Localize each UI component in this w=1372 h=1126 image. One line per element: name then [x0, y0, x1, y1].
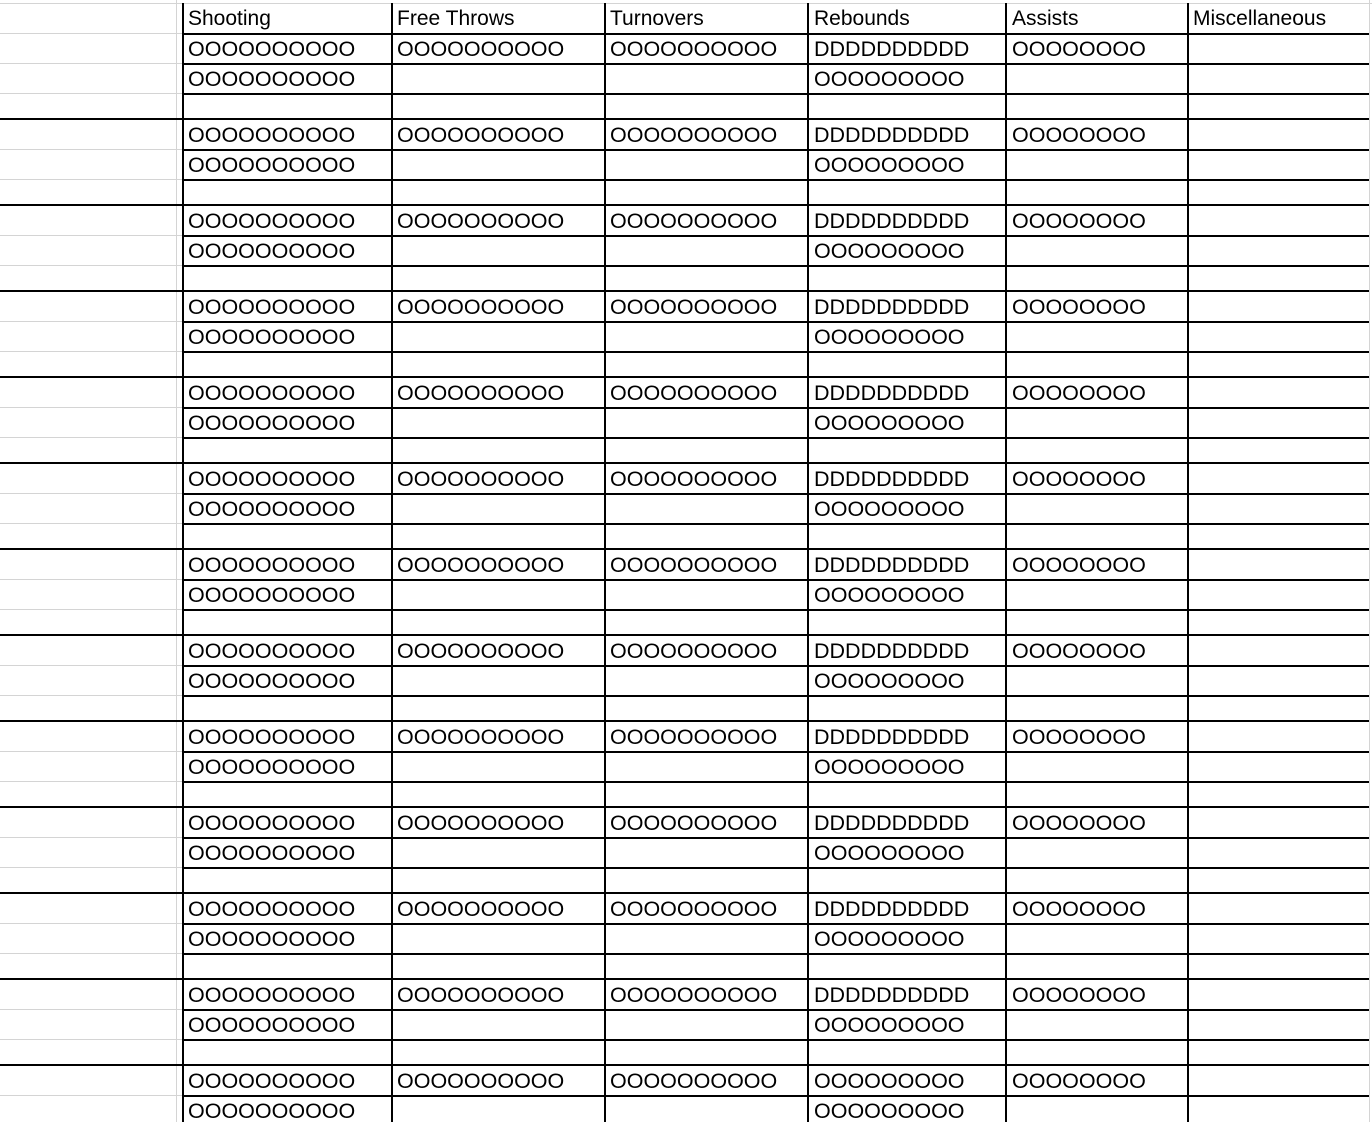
row-header-line — [0, 93, 182, 94]
cell-shooting[interactable]: OOOOOOOOOO — [188, 497, 356, 521]
cell-assists[interactable]: OOOOOOOO — [1012, 295, 1146, 319]
cell-shooting[interactable]: OOOOOOOOOO — [188, 467, 356, 491]
cell-assists[interactable]: OOOOOOOO — [1012, 381, 1146, 405]
column-border — [182, 3, 184, 1122]
cell-miscellaneous[interactable] — [1193, 120, 1368, 150]
cell-shooting[interactable]: OOOOOOOOOO — [188, 811, 356, 835]
cell-free-throws[interactable]: OOOOOOOOOO — [397, 295, 565, 319]
cell-miscellaneous[interactable] — [1193, 894, 1368, 924]
cell-free-throws[interactable]: OOOOOOOOOO — [397, 123, 565, 147]
cell-turnovers[interactable]: OOOOOOOOOO — [610, 381, 778, 405]
row-header-line — [0, 407, 182, 408]
cell-shooting[interactable]: OOOOOOOOOO — [188, 841, 356, 865]
cell-rebounds[interactable]: DDDDDDDDDD — [814, 553, 970, 577]
row-header-line — [0, 579, 182, 580]
cell-miscellaneous[interactable] — [1193, 1066, 1368, 1096]
cell-free-throws[interactable]: OOOOOOOOOO — [397, 811, 565, 835]
row-header-line — [0, 837, 182, 838]
cell-shooting[interactable]: OOOOOOOOOO — [188, 639, 356, 663]
column-header-rebounds[interactable]: Rebounds — [814, 7, 910, 30]
row-header-line — [0, 265, 182, 266]
cell-free-throws[interactable]: OOOOOOOOOO — [397, 897, 565, 921]
cell-rebounds[interactable]: OOOOOOOOO — [814, 1069, 965, 1093]
cell-shooting[interactable]: OOOOOOOOOO — [188, 209, 356, 233]
cell-turnovers[interactable]: OOOOOOOOOO — [610, 639, 778, 663]
row-header-line — [0, 1009, 182, 1010]
cell-shooting[interactable]: OOOOOOOOOO — [188, 983, 356, 1007]
row-header-line — [0, 149, 182, 150]
cell-assists[interactable]: OOOOOOOO — [1012, 553, 1146, 577]
row-header-line — [0, 695, 182, 696]
cell-turnovers[interactable]: OOOOOOOOOO — [610, 467, 778, 491]
cell-rebounds[interactable]: OOOOOOOOO — [814, 583, 965, 607]
column-header-free-throws[interactable]: Free Throws — [397, 7, 515, 30]
cell-shooting[interactable]: OOOOOOOOOO — [188, 583, 356, 607]
row-header-line — [0, 609, 182, 610]
cell-rebounds[interactable]: OOOOOOOOO — [814, 841, 965, 865]
cell-shooting[interactable]: OOOOOOOOOO — [188, 897, 356, 921]
cell-rebounds[interactable]: DDDDDDDDDD — [814, 37, 970, 61]
cell-shooting[interactable]: OOOOOOOOOO — [188, 67, 356, 91]
column-header-miscellaneous[interactable]: Miscellaneous — [1193, 7, 1327, 30]
cell-shooting[interactable]: OOOOOOOOOO — [188, 1099, 356, 1123]
cell-rebounds[interactable]: OOOOOOOOO — [814, 67, 965, 91]
cell-miscellaneous[interactable] — [1193, 464, 1368, 494]
cell-shooting[interactable]: OOOOOOOOOO — [188, 669, 356, 693]
cell-free-throws[interactable]: OOOOOOOOOO — [397, 37, 565, 61]
row-header-line — [0, 781, 182, 782]
cell-turnovers[interactable]: OOOOOOOOOO — [610, 295, 778, 319]
cell-assists[interactable]: OOOOOOOO — [1012, 811, 1146, 835]
cell-assists[interactable]: OOOOOOOO — [1012, 209, 1146, 233]
sheet-right-edge — [1369, 0, 1370, 1122]
cell-rebounds[interactable]: DDDDDDDDDD — [814, 983, 970, 1007]
cell-shooting[interactable]: OOOOOOOOOO — [188, 381, 356, 405]
cell-free-throws[interactable]: OOOOOOOOOO — [397, 725, 565, 749]
cell-rebounds[interactable]: OOOOOOOOO — [814, 1099, 965, 1123]
cell-rebounds[interactable]: DDDDDDDDDD — [814, 209, 970, 233]
cell-shooting[interactable]: OOOOOOOOOO — [188, 755, 356, 779]
row-header-line — [0, 437, 182, 438]
cell-rebounds[interactable]: OOOOOOOOO — [814, 411, 965, 435]
row-header-line — [0, 63, 182, 64]
cell-assists[interactable]: OOOOOOOO — [1012, 37, 1146, 61]
cell-turnovers[interactable]: OOOOOOOOOO — [610, 983, 778, 1007]
row-header-line — [0, 493, 182, 494]
cell-turnovers[interactable]: OOOOOOOOOO — [610, 725, 778, 749]
row-header-line — [0, 351, 182, 352]
column-border — [1187, 3, 1189, 1122]
cell-turnovers[interactable]: OOOOOOOOOO — [610, 811, 778, 835]
column-header-shooting[interactable]: Shooting — [188, 7, 271, 30]
cell-shooting[interactable]: OOOOOOOOOO — [188, 295, 356, 319]
row-header-line — [0, 523, 182, 524]
cell-assists[interactable]: OOOOOOOO — [1012, 123, 1146, 147]
cell-rebounds[interactable]: OOOOOOOOO — [814, 755, 965, 779]
cell-free-throws[interactable]: OOOOOOOOOO — [397, 467, 565, 491]
row-header-line — [0, 665, 182, 666]
cell-miscellaneous[interactable] — [1193, 378, 1368, 408]
cell-rebounds[interactable]: OOOOOOOOO — [814, 239, 965, 263]
row-header-line — [0, 1095, 182, 1096]
cell-rebounds[interactable]: DDDDDDDDDD — [814, 897, 970, 921]
cell-rebounds[interactable]: OOOOOOOOO — [814, 325, 965, 349]
column-border — [391, 3, 393, 1122]
cell-shooting[interactable]: OOOOOOOOOO — [188, 239, 356, 263]
column-border — [604, 3, 606, 1122]
cell-rebounds[interactable]: OOOOOOOOO — [814, 1013, 965, 1037]
cell-assists[interactable]: OOOOOOOO — [1012, 1069, 1146, 1093]
cell-miscellaneous[interactable] — [1193, 808, 1368, 838]
cell-assists[interactable]: OOOOOOOO — [1012, 639, 1146, 663]
cell-rebounds[interactable]: OOOOOOOOO — [814, 153, 965, 177]
cell-shooting[interactable]: OOOOOOOOOO — [188, 1069, 356, 1093]
cell-rebounds[interactable]: DDDDDDDDDD — [814, 725, 970, 749]
cell-turnovers[interactable]: OOOOOOOOOO — [610, 209, 778, 233]
cell-free-throws[interactable]: OOOOOOOOOO — [397, 639, 565, 663]
cell-shooting[interactable]: OOOOOOOOOO — [188, 37, 356, 61]
column-border — [1005, 3, 1007, 1122]
cell-turnovers[interactable]: OOOOOOOOOO — [610, 553, 778, 577]
cell-rebounds[interactable]: DDDDDDDDDD — [814, 381, 970, 405]
cell-shooting[interactable]: OOOOOOOOOO — [188, 153, 356, 177]
cell-shooting[interactable]: OOOOOOOOOO — [188, 411, 356, 435]
cell-rebounds[interactable]: DDDDDDDDDD — [814, 295, 970, 319]
cell-free-throws[interactable]: OOOOOOOOOO — [397, 553, 565, 577]
cell-shooting[interactable]: OOOOOOOOOO — [188, 325, 356, 349]
cell-assists[interactable]: OOOOOOOO — [1012, 983, 1146, 1007]
cell-free-throws[interactable]: OOOOOOOOOO — [397, 983, 565, 1007]
cell-turnovers[interactable]: OOOOOOOOOO — [610, 37, 778, 61]
cell-rebounds[interactable]: DDDDDDDDDD — [814, 811, 970, 835]
cell-miscellaneous[interactable] — [1193, 292, 1368, 322]
cell-rebounds[interactable]: DDDDDDDDDD — [814, 639, 970, 663]
column-border — [807, 3, 809, 1122]
row-header-line — [0, 235, 182, 236]
cell-miscellaneous[interactable] — [1193, 34, 1368, 64]
column-header-assists[interactable]: Assists — [1012, 7, 1079, 30]
row-header-line — [0, 1039, 182, 1040]
cell-miscellaneous[interactable] — [1193, 206, 1368, 236]
row-header-line — [0, 33, 182, 34]
cell-rebounds[interactable]: DDDDDDDDDD — [814, 123, 970, 147]
cell-turnovers[interactable]: OOOOOOOOOO — [610, 897, 778, 921]
cell-miscellaneous[interactable] — [1193, 550, 1368, 580]
row-header-line — [0, 321, 182, 322]
cell-rebounds[interactable]: OOOOOOOOO — [814, 497, 965, 521]
cell-turnovers[interactable]: OOOOOOOOOO — [610, 1069, 778, 1093]
cell-shooting[interactable]: OOOOOOOOOO — [188, 123, 356, 147]
cell-shooting[interactable]: OOOOOOOOOO — [188, 1013, 356, 1037]
cell-free-throws[interactable]: OOOOOOOOOO — [397, 381, 565, 405]
cell-assists[interactable]: OOOOOOOO — [1012, 897, 1146, 921]
row-header-line — [0, 867, 182, 868]
row-header-line — [0, 953, 182, 954]
cell-rebounds[interactable]: OOOOOOOOO — [814, 927, 965, 951]
cell-shooting[interactable]: OOOOOOOOOO — [188, 725, 356, 749]
cell-free-throws[interactable]: OOOOOOOOOO — [397, 209, 565, 233]
cell-assists[interactable]: OOOOOOOO — [1012, 467, 1146, 491]
cell-shooting[interactable]: OOOOOOOOOO — [188, 553, 356, 577]
cell-rebounds[interactable]: DDDDDDDDDD — [814, 467, 970, 491]
row-header-line — [0, 751, 182, 752]
column-header-turnovers[interactable]: Turnovers — [610, 7, 704, 30]
cell-shooting[interactable]: OOOOOOOOOO — [188, 927, 356, 951]
cell-free-throws[interactable]: OOOOOOOOOO — [397, 1069, 565, 1093]
cell-assists[interactable]: OOOOOOOO — [1012, 725, 1146, 749]
cell-rebounds[interactable]: OOOOOOOOO — [814, 669, 965, 693]
cell-miscellaneous[interactable] — [1193, 636, 1368, 666]
cell-miscellaneous[interactable] — [1193, 980, 1368, 1010]
cell-miscellaneous[interactable] — [1193, 722, 1368, 752]
cell-turnovers[interactable]: OOOOOOOOOO — [610, 123, 778, 147]
row-header-line — [0, 923, 182, 924]
row-header-line — [0, 179, 182, 180]
